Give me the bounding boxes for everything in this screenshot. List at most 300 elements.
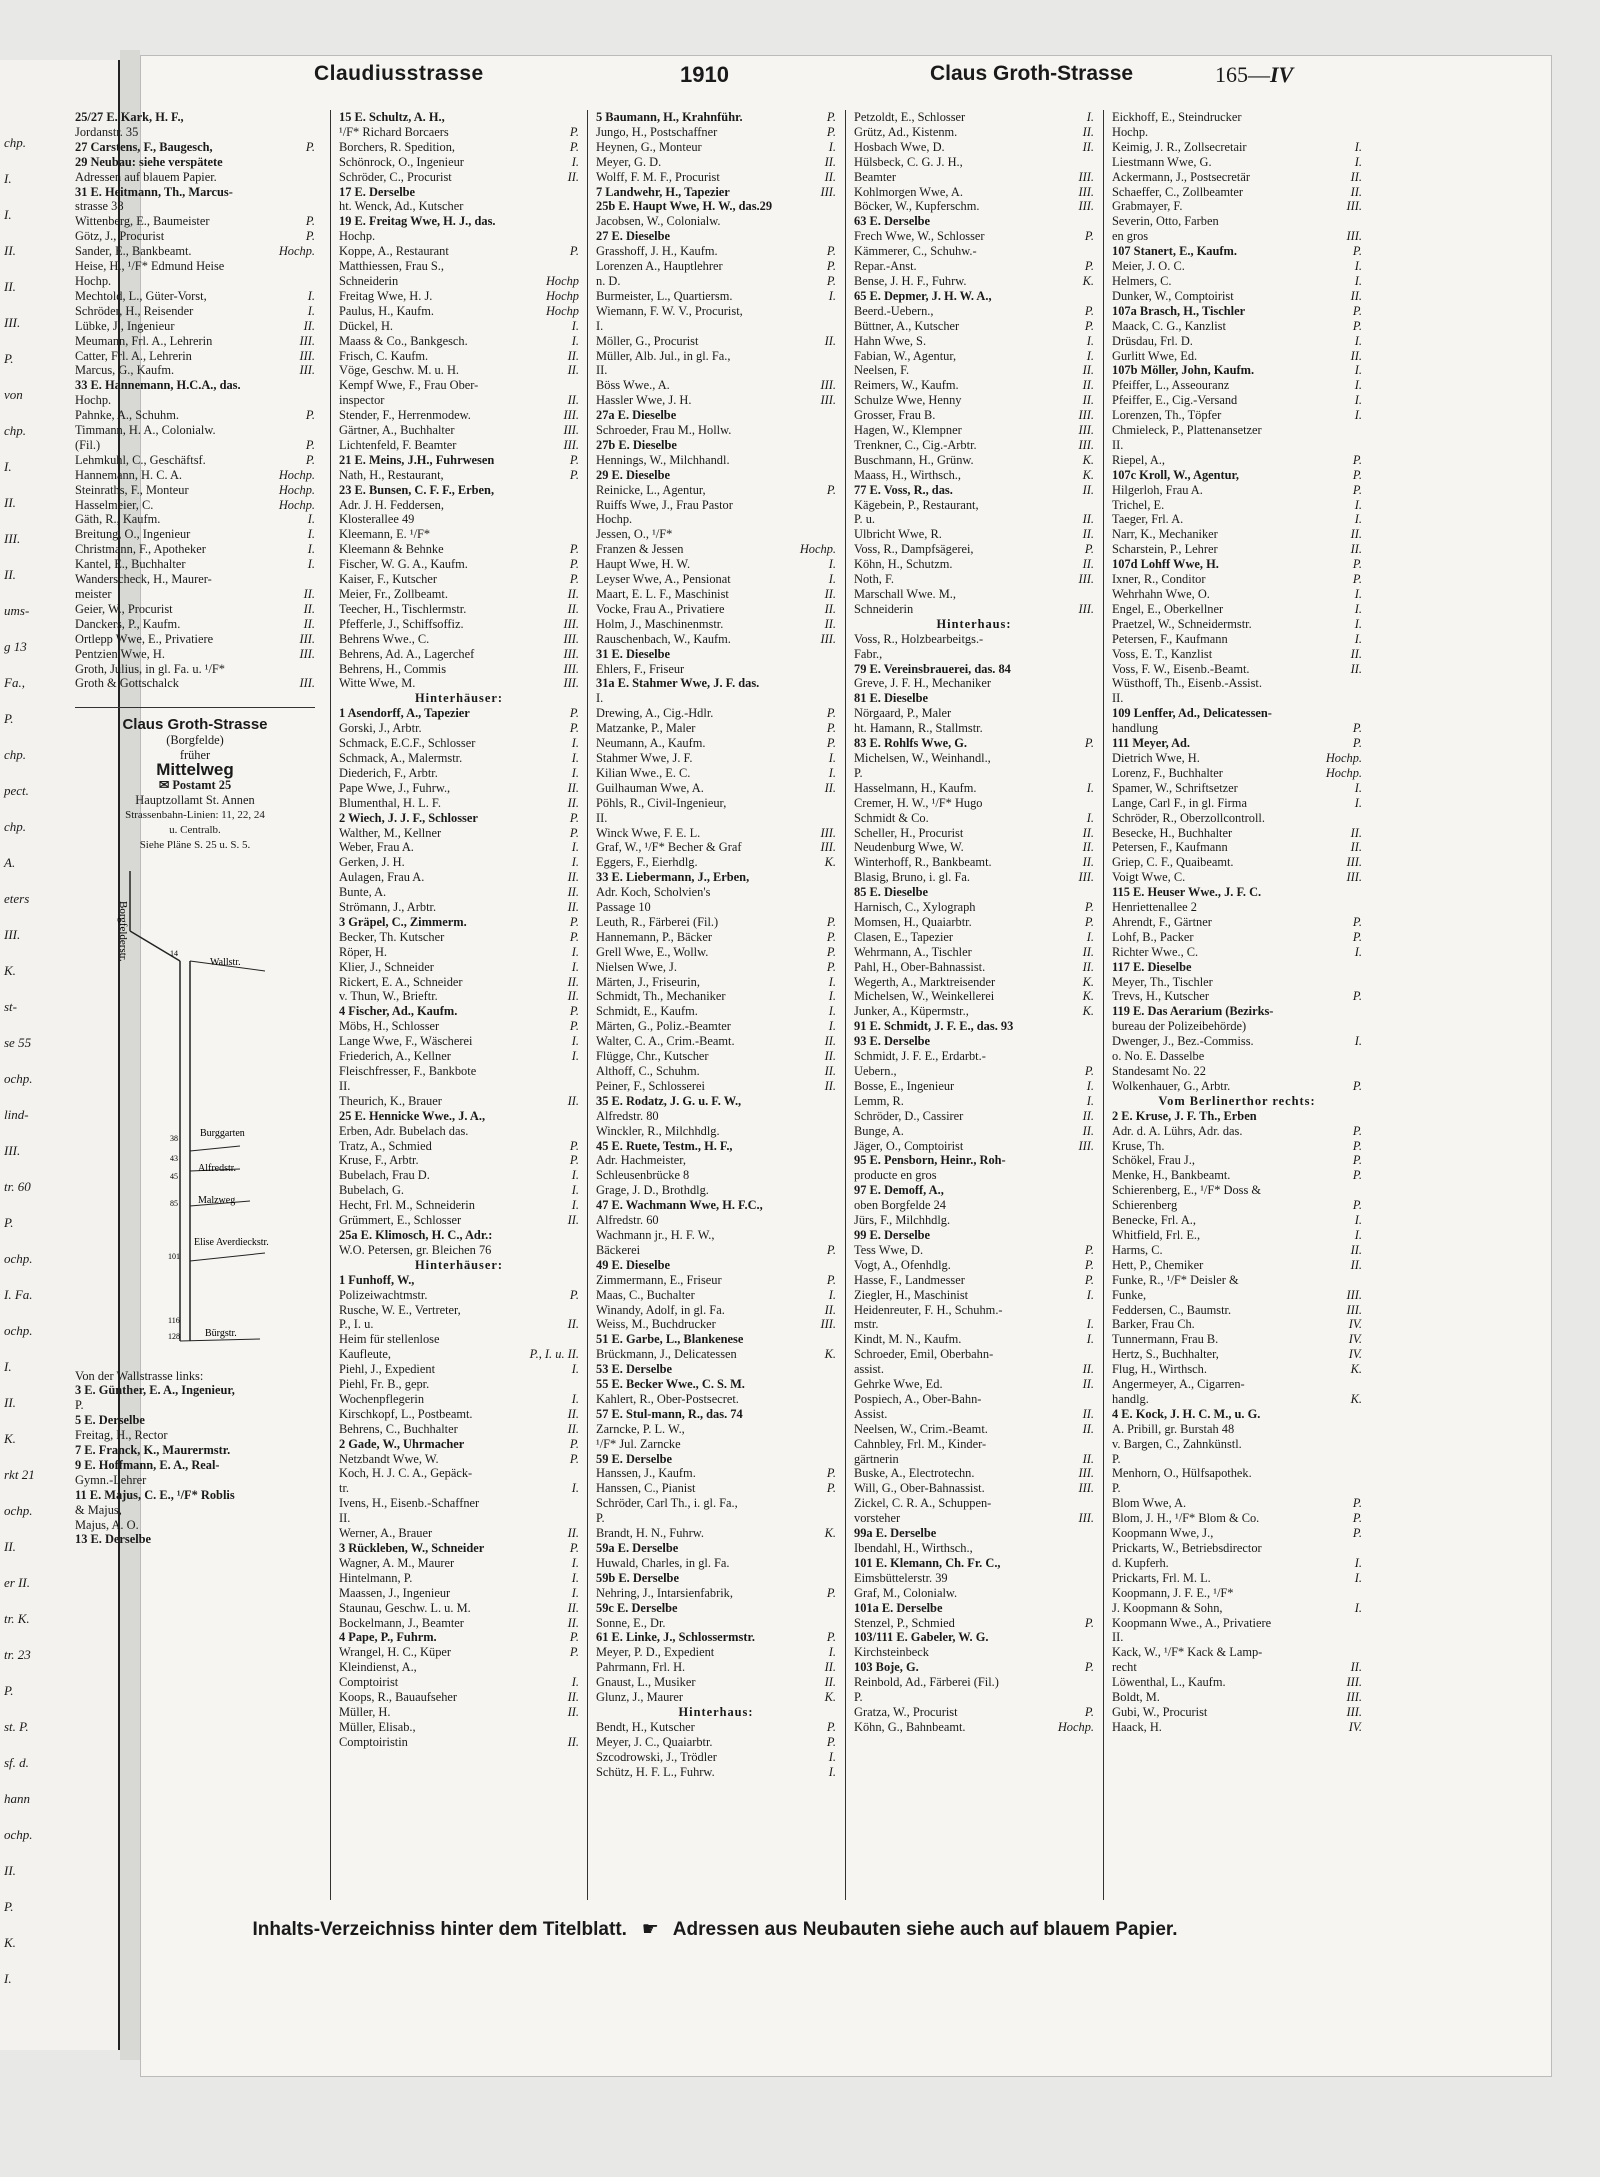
previous-page-text-fragment: ochp. <box>4 1323 33 1338</box>
street-map-box <box>75 707 315 1360</box>
directory-entry: III. Will, G., Ober-Bahnassist. <box>854 1481 1094 1496</box>
directory-entry: II. Scheller, H., Procurist <box>854 825 1094 840</box>
previous-page-text-fragment: I. <box>4 207 12 222</box>
directory-entry: P. Hilgerloh, Frau A. <box>1112 482 1362 497</box>
directory-entry: II. Peiner, F., Schlosserei <box>596 1078 836 1093</box>
directory-entry: II. Kirschkopf, L., Postbeamt. <box>339 1406 579 1421</box>
directory-entry: 59b E. Derselbe <box>596 1570 679 1585</box>
directory-entry: Matthiessen, Frau S., <box>339 259 444 274</box>
directory-entry: P. (Fil.) <box>75 437 315 452</box>
directory-entry: III. Grabmayer, F. <box>1112 199 1362 214</box>
directory-entry: K. Junker, A., Küpermstr., <box>854 1004 1094 1019</box>
directory-entry: II. Schulze Wwe, Henny <box>854 393 1094 408</box>
directory-entry: II. Grütz, Ad., Kistenm. <box>854 124 1094 139</box>
directory-entry: 31a E. Stahmer Wwe, J. F. das. <box>596 676 760 691</box>
directory-entry: P. <box>854 1690 863 1705</box>
directory-entry: P. Blom, J. H., ¹/F* Blom & Co. <box>1112 1511 1362 1526</box>
map-house-number: 14 <box>170 948 178 958</box>
directory-entry: I. Praetzel, W., Schneidermstr. <box>1112 616 1362 631</box>
previous-page-text-fragment: chp. <box>4 423 27 438</box>
directory-entry: 3 E. Günther, E. A., Ingenieur, <box>75 1383 235 1398</box>
year-title: 1910 <box>680 62 729 87</box>
directory-entry: P. Hanssen, J., Kaufm. <box>596 1466 836 1481</box>
column-5 <box>1103 110 1362 1900</box>
previous-page-text-fragment: II. <box>4 279 16 294</box>
directory-entry: III. Gubi, W., Procurist <box>1112 1704 1362 1719</box>
map-street-label: Borgfelderstr. <box>117 900 129 962</box>
directory-entry: I. mstr. <box>854 1317 1094 1332</box>
directory-entry: K. handlg. <box>1112 1391 1362 1406</box>
previous-page-text-fragment: II. <box>4 1539 16 1554</box>
directory-columns <box>75 110 1375 1910</box>
directory-entry: P. Blom Wwe, A. <box>1112 1496 1362 1511</box>
previous-page-text-fragment: Fa., <box>4 675 25 690</box>
directory-entry: III. Rauschenbach, W., Kaufm. <box>596 631 836 646</box>
directory-entry: P. Pahnke, A., Schuhm. <box>75 408 315 423</box>
directory-entry: 27 E. Dieselbe <box>596 229 670 244</box>
directory-entry: III. Hassler Wwe, J. H. <box>596 393 836 408</box>
directory-entry: P. Voss, R., Dampfsägerei, <box>854 542 1094 557</box>
directory-entry: I. Lemm, R. <box>854 1093 1094 1108</box>
directory-entry: II. <box>339 1511 351 1526</box>
directory-entry: P. handlung <box>1112 721 1362 736</box>
directory-entry: P. Tess Wwe, D. <box>854 1242 1094 1257</box>
previous-page-text-fragment: I. <box>4 1359 12 1374</box>
previous-page-text-fragment: eters <box>4 891 30 906</box>
directory-entry: 57 E. Stul-mann, R., das. 74 <box>596 1406 743 1421</box>
directory-entry: Jacobsen, W., Colonialw. <box>596 214 721 229</box>
directory-entry: Winckler, R., Milchhdlg. <box>596 1123 720 1138</box>
directory-entry: P. Meyer, J. C., Quaiarbtr. <box>596 1734 836 1749</box>
directory-entry: 29 E. Dieselbe <box>596 467 670 482</box>
directory-entry: II. Vocke, Frau A., Privatiere <box>596 601 836 616</box>
directory-entry: P. Reinicke, L., Agentur, <box>596 482 836 497</box>
directory-entry: P. Kruse, F., Arbtr. <box>339 1153 579 1168</box>
directory-entry: II. Assist. <box>854 1406 1094 1421</box>
directory-entry: I. Wehrhahn Wwe, O. <box>1112 587 1362 601</box>
directory-entry: Heidenreuter, F. H., Schuhm.- <box>854 1302 1003 1317</box>
directory-entry: Hochp. Franzen & Jessen <box>596 542 836 557</box>
previous-page-text-fragment: III. <box>4 1143 21 1158</box>
directory-entry: bureau der Polizeibehörde) <box>1112 1019 1247 1034</box>
directory-entry: 59a E. Derselbe <box>596 1541 679 1555</box>
directory-entry: I. Gäth, R., Kaufm. <box>75 512 315 527</box>
directory-entry: III. Funke, <box>1112 1287 1362 1302</box>
directory-entry: II. 77 E. Voss, R., das. <box>854 482 1094 497</box>
directory-entry: II. Theurich, K., Brauer <box>339 1093 579 1108</box>
directory-entry: Severin, Otto, Farben <box>1112 214 1219 229</box>
map-house-number: 101 <box>168 1251 180 1261</box>
previous-page-text-fragment: II. <box>4 567 16 582</box>
directory-entry: 33 E. Hannemann, H.C.A., das. <box>75 378 241 393</box>
directory-entry: P. Walther, M., Kellner <box>339 825 579 840</box>
directory-entry: II. <box>339 1078 351 1093</box>
map-former-name: Mittelweg <box>156 760 234 780</box>
map-street-title: Claus Groth-Strasse <box>122 716 268 734</box>
previous-page-text-fragment: rkt 21 <box>4 1467 35 1482</box>
directory-entry: Hochp. Dietrich Wwe, H. <box>1112 750 1362 765</box>
directory-entry: P. Bendt, H., Kutscher <box>596 1719 836 1734</box>
directory-entry: II. Besecke, H., Buchhalter <box>1112 825 1362 840</box>
directory-entry: II. Schröder, D., Cassirer <box>854 1108 1094 1123</box>
previous-page-text-fragment: I. Fa. <box>4 1287 33 1302</box>
directory-entry: 59c E. Derselbe <box>596 1600 678 1615</box>
directory-entry: P. Wittenberg, E., Baumeister <box>75 214 315 229</box>
directory-entry: 81 E. Dieselbe <box>854 691 928 706</box>
directory-entry: 31 E. Heitmann, Th., Marcus- <box>75 184 233 199</box>
directory-entry: I. Burmeister, L., Quartiersm. <box>596 288 836 303</box>
directory-entry: 47 E. Wachmann Wwe, H. F.C., <box>596 1198 763 1213</box>
directory-entry: Pospiech, A., Ober-Bahn- <box>854 1391 982 1406</box>
previous-page-text-fragment: P. <box>4 1899 14 1914</box>
directory-entry: Hinterhaus: <box>678 1704 754 1719</box>
directory-entry: I. Hecht, Frl. M., Schneiderin <box>339 1198 579 1213</box>
directory-entry: I. Engel, E., Oberkellner <box>1112 601 1362 616</box>
previous-page-text-fragment: I. <box>4 459 12 474</box>
directory-entry: III. Noth, F. <box>854 572 1094 587</box>
directory-entry: I. Comptoirist <box>339 1675 579 1690</box>
directory-entry: Pöhls, R., Civil-Ingenieur, <box>596 795 727 810</box>
directory-entry: I. Schönrock, O., Ingenieur <box>339 154 579 169</box>
directory-entry: I. Friederich, A., Kellner <box>339 1049 579 1064</box>
directory-entry: strasse 38 <box>75 199 124 214</box>
directory-entry: Hochp. <box>596 512 633 527</box>
directory-entry: II. Scharstein, P., Lehrer <box>1112 542 1362 557</box>
previous-page-text-fragment: II. <box>4 495 16 510</box>
directory-entry: P. Uebern., <box>854 1064 1094 1078</box>
directory-entry: I. Meyer, P. D., Expedient <box>596 1645 836 1660</box>
directory-entry: Schröder, R., Oberzollcontroll. <box>1112 810 1265 825</box>
directory-entry: I. Kindt, M. N., Kaufm. <box>854 1332 1094 1347</box>
directory-entry: I. Maassen, J., Ingenieur <box>339 1585 579 1600</box>
directory-entry: P. Ixner, R., Conditor <box>1112 572 1362 587</box>
directory-entry: 15 E. Schultz, A. H., <box>339 110 445 124</box>
previous-page-text-fragment: pect. <box>4 783 29 798</box>
directory-entry: P. Bäckerei <box>596 1242 836 1257</box>
directory-entry: I. Mechtold, L., Güter-Vorst, <box>75 288 315 303</box>
previous-page-text-fragment: tr. 60 <box>4 1179 31 1194</box>
directory-entry: I. Leyser Wwe, A., Pensionat <box>596 572 836 587</box>
directory-entry: I. Ziegler, H., Maschinist <box>854 1287 1094 1302</box>
directory-entry: Hochp. Köhn, G., Bahnbeamt. <box>854 1719 1094 1734</box>
directory-entry: I. Spamer, W., Schriftsetzer <box>1112 780 1362 795</box>
directory-entry: Cahnbley, Frl. M., Kinder- <box>854 1436 987 1451</box>
directory-entry: P. Koopmann Wwe, J., <box>1112 1526 1362 1541</box>
directory-entry: P. Möbs, H., Schlosser <box>339 1019 579 1034</box>
directory-entry: III. Trenkner, C., Cig.-Arbtr. <box>854 437 1094 452</box>
directory-entry: II. Möller, G., Procurist <box>596 333 836 348</box>
directory-entry: P. Maack, C. G., Kanzlist <box>1112 318 1362 333</box>
directory-entry: 59 E. Derselbe <box>596 1451 673 1466</box>
directory-entry: I. Dwenger, J., Bez.-Commiss. <box>1112 1034 1362 1049</box>
directory-entry: 25/27 E. Kark, H. F., <box>75 110 184 124</box>
directory-entry: K. Maass, H., Wirthsch., <box>854 467 1094 482</box>
column-4 <box>845 110 1094 1900</box>
directory-entry: K. Buschmann, H., Grünw. <box>854 452 1094 467</box>
previous-page-text-fragment: chp. <box>4 819 27 834</box>
directory-entry: P. 2 Wiech, J. J. F., Schlosser <box>339 810 579 825</box>
directory-entry: P. Grasshoff, J. H., Kaufm. <box>596 244 836 259</box>
map-house-number: 116 <box>168 1315 180 1325</box>
previous-page-text-fragment: III. <box>4 315 21 330</box>
directory-entry: P. Momsen, H., Quaiarbtr. <box>854 914 1094 929</box>
directory-entry: Koopmann, J. F. E., ¹/F* <box>1112 1585 1234 1600</box>
directory-entry: I. Diederich, F., Arbtr. <box>339 765 579 780</box>
directory-entry: Kack, W., ¹/F* Kack & Lamp- <box>1112 1645 1263 1660</box>
directory-entry: 55 E. Becker Wwe., C. S. M. <box>596 1377 745 1392</box>
directory-entry: I. Schmidt & Co. <box>854 810 1094 825</box>
directory-entry: Alfredstr. 80 <box>596 1108 659 1123</box>
map-zollamt: Hauptzollamt St. Annen <box>135 792 255 807</box>
directory-entry: I. Clasen, E., Tapezier <box>854 929 1094 944</box>
directory-entry: Hochp Paulus, H., Kaufm. <box>339 303 579 318</box>
directory-entry: I. Bubelach, Frau D. <box>339 1168 579 1183</box>
directory-entry: II. recht <box>1112 1660 1362 1675</box>
directory-entry: Meyer, Th., Tischler <box>1112 974 1213 989</box>
directory-entry: I. Schmack, E.C.F., Schlosser <box>339 736 579 751</box>
directory-entry: II. Frisch, C. Kaufm. <box>339 348 579 363</box>
street-map-diagram <box>90 861 300 1361</box>
directory-entry: I. Piehl, J., Expedient <box>339 1362 579 1377</box>
directory-entry: Angermeyer, A., Cigarren- <box>1112 1377 1245 1392</box>
map-house-number: 43 <box>170 1153 178 1163</box>
directory-entry: P. Gorski, J., Arbtr. <box>339 721 579 736</box>
directory-entry: I. Heynen, G., Monteur <box>596 139 836 154</box>
previous-page-text-fragment: chp. <box>4 135 27 150</box>
directory-entry: Henriettenallee 2 <box>1112 900 1197 915</box>
directory-entry: Hochp. <box>75 273 112 288</box>
directory-entry: Ehlers, F., Friseur <box>596 661 685 676</box>
directory-entry: o. No. E. Dasselbe <box>1112 1049 1205 1064</box>
directory-entry: III. Meumann, Frl. A., Lehrerin <box>75 333 315 348</box>
directory-entry: III. Hagen, W., Klempner <box>854 423 1094 438</box>
directory-entry: I. Lange Wwe, F., Wäscherei <box>339 1034 579 1049</box>
column-5-entries <box>1112 110 1362 1735</box>
directory-entry: 25b E. Haupt Wwe, H. W., das.29 <box>596 199 773 214</box>
directory-entry: Cremer, H. W., ¹/F* Hugo <box>854 795 983 810</box>
directory-entry: III. Witte Wwe, M. <box>339 676 579 691</box>
directory-entry: III. Pfefferle, J., Schiffsoffiz. <box>339 616 579 631</box>
directory-entry: IV. Hertz, S., Buchhalter, <box>1112 1347 1362 1362</box>
directory-entry: P. Kaiser, F., Kutscher <box>339 572 579 587</box>
directory-entry: 13 E. Derselbe <box>75 1532 152 1547</box>
directory-entry: Klosterallee 49 <box>339 512 415 527</box>
directory-entry: P. Nath, H., Restaurant, <box>339 467 579 482</box>
directory-entry: P. Harnisch, C., Xylograph <box>854 900 1094 915</box>
directory-entry: P. 107d Lohff Wwe, H. <box>1112 557 1362 572</box>
column-3-entries <box>596 110 836 1780</box>
directory-entry: P. Netzbandt Wwe, W. <box>339 1451 579 1466</box>
directory-entry: Marschall Wwe. M., <box>854 587 956 601</box>
column-2-entries <box>339 110 579 1750</box>
directory-entry: P. Ahrendt, F., Gärtner <box>1112 914 1362 929</box>
directory-entry: Kempf Wwe, F., Frau Ober- <box>339 378 479 393</box>
directory-entry: I. Bubelach, G. <box>339 1183 579 1198</box>
directory-entry: II. Reimers, W., Kaufm. <box>854 378 1094 393</box>
directory-entry: III. Gärtner, A., Buchhalter <box>339 423 579 438</box>
previous-page-text-fragment: lind- <box>4 1107 29 1122</box>
page-number: 165—IV <box>1215 62 1294 87</box>
directory-entry: 35 E. Rodatz, J. G. u. F. W., <box>596 1093 742 1108</box>
directory-entry: III. Griep, C. F., Quaibeamt. <box>1112 855 1362 870</box>
directory-entry: I. Dückel, H. <box>339 318 579 333</box>
directory-entry: Hochp. <box>339 229 376 244</box>
directory-entry: III. Graf, W., ¹/F* Becher & Graf <box>596 840 836 855</box>
directory-entry: Sonne, E., Dr. <box>596 1615 666 1630</box>
directory-entry: P. Menke, H., Bankbeamt. <box>1112 1168 1362 1183</box>
directory-entry: Hennings, W., Milchhandl. <box>596 452 730 467</box>
directory-entry: I. Petzoldt, E., Schlosser <box>854 110 1094 124</box>
directory-entry: II. gärtnerin <box>854 1451 1094 1466</box>
map-street-subtitle: (Borgfelde) <box>166 733 224 748</box>
directory-entry: III. Feddersen, C., Baumstr. <box>1112 1302 1362 1317</box>
directory-entry: Eimsbüttelerstr. 39 <box>854 1570 948 1585</box>
directory-entry: P. <box>1112 1481 1121 1496</box>
directory-entry: 17 E. Derselbe <box>339 184 416 199</box>
directory-entry: III. Pentzien Wwe, H. <box>75 646 315 661</box>
directory-entry: II. Neelsen, F. <box>854 363 1094 378</box>
directory-entry: II. Bunte, A. <box>339 885 579 900</box>
directory-entry: P. Büttner, A., Kutscher <box>854 318 1094 333</box>
directory-entry: II. Narr, K., Mechaniker <box>1112 527 1362 542</box>
directory-entry: Heise, H., ¹/F* Edmund Heise <box>75 259 225 274</box>
directory-entry: IV. Barker, Frau Ch. <box>1112 1317 1362 1332</box>
directory-entry: II. Gurlitt Wwe, Ed. <box>1112 348 1362 363</box>
directory-entry: Alfredstr. 60 <box>596 1213 659 1228</box>
directory-entry: II. P. u. <box>854 512 1094 527</box>
directory-entry: III. Stender, F., Herrenmodew. <box>339 408 579 423</box>
directory-entry: Adr. Koch, Scholvien's <box>596 885 711 900</box>
directory-entry: II. Guilhauman Wwe, A. <box>596 780 836 795</box>
directory-entry: 91 E. Schmidt, J. F. E., das. 93 <box>854 1019 1014 1034</box>
directory-entry: Standesamt No. 22 <box>1112 1064 1206 1078</box>
directory-entry: II. Wolff, F. M. F., Procurist <box>596 169 836 184</box>
footer-left-note: Inhalts-Verzeichniss hinter dem Titelblatt. <box>252 1919 627 1940</box>
directory-entry: K. Wegerth, A., Marktreisender <box>854 974 1094 989</box>
directory-entry: I. Whitfield, Frl. E., <box>1112 1227 1362 1242</box>
directory-entry: ht. Hamann, R., Stallmstr. <box>854 721 983 736</box>
directory-entry: P. 111 Meyer, Ad. <box>1112 736 1362 751</box>
column-1-bottom-entries <box>75 1369 315 1548</box>
previous-page-text-fragment: tr. K. <box>4 1611 30 1626</box>
directory-entry: II. <box>1112 691 1124 706</box>
directory-entry: II. Grümmert, E., Schlosser <box>339 1213 579 1228</box>
directory-entry: Müller, Elisab., <box>339 1719 416 1734</box>
directory-entry: 33 E. Liebermann, J., Erben, <box>596 870 750 885</box>
directory-entry: Fabr., <box>854 646 883 661</box>
page-header <box>70 62 1370 96</box>
directory-entry: Fleischfresser, F., Bankbote <box>339 1064 477 1078</box>
directory-entry: II. Schaeffer, C., Zollbeamter <box>1112 184 1362 199</box>
previous-page-text-fragment: A. <box>4 855 16 870</box>
directory-entry: Greve, J. F. H., Mechaniker <box>854 676 991 691</box>
directory-entry: II. Winterhoff, R., Bankbeamt. <box>854 855 1094 870</box>
directory-entry: I. Märten, G., Poliz.-Beamter <box>596 1019 836 1034</box>
directory-entry: III. Beamter <box>854 169 1094 184</box>
directory-entry: 119 E. Das Aerarium (Bezirks- <box>1112 1004 1274 1019</box>
directory-entry: P. 103 Boje, G. <box>854 1660 1094 1675</box>
directory-entry: II. Aulagen, Frau A. <box>339 870 579 885</box>
previous-page-text-fragment: I. <box>4 171 12 186</box>
directory-entry: I. Fabian, W., Agentur, <box>854 348 1094 363</box>
directory-entry: III. en gros <box>1112 229 1362 244</box>
directory-entry: P. 1 Asendorff, A., Tapezier <box>339 706 579 721</box>
directory-entry: III. Groth & Gottschalck <box>75 676 315 691</box>
directory-entry: I. d. Kupferh. <box>1112 1555 1362 1570</box>
directory-entry: P., I. u. II. Kaufleute, <box>339 1347 579 1362</box>
directory-entry: 99 E. Derselbe <box>854 1227 931 1242</box>
directory-entry: P. 5 Baumann, H., Krahnführ. <box>596 110 836 124</box>
directory-entry: Hochp. Hannemann, H. C. A. <box>75 467 315 482</box>
directory-entry: 103/111 E. Gabeler, W. G. <box>854 1630 989 1645</box>
directory-entry: Ruiffs Wwe, J., Frau Pastor <box>596 497 733 512</box>
directory-entry: Jessen, O., ¹/F* <box>596 527 673 542</box>
directory-entry: 27b E. Dieselbe <box>596 437 677 452</box>
directory-entry: II. Maart, E. L. F., Maschinist <box>596 587 836 601</box>
directory-entry: II. Voss, F. W., Eisenb.-Beamt. <box>1112 661 1362 676</box>
directory-entry: P. Wrangel, H. C., Küper <box>339 1645 579 1660</box>
directory-entry: I. Christmann, F., Apotheker <box>75 542 315 557</box>
directory-entry: II. Hosbach Wwe, D. <box>854 139 1094 154</box>
directory-entry: Hochp Freitag Wwe, H. J. <box>339 288 579 303</box>
directory-entry: P. 61 E. Linke, J., Schlossermstr. <box>596 1630 836 1645</box>
directory-entry: Eickhoff, E., Steindrucker <box>1112 110 1242 124</box>
directory-entry: 1 Funhoff, W., <box>339 1272 415 1287</box>
directory-entry: II. Meier, Fr., Zollbeamt. <box>339 587 579 601</box>
directory-entry: P. Matzanke, P., Maler <box>596 721 836 736</box>
directory-entry: Schleusenbrücke 8 <box>596 1168 690 1183</box>
directory-entry: P. 2 Gade, W., Uhrmacher <box>339 1436 579 1451</box>
directory-entry: 9 E. Hoffmann, E. A., Real- <box>75 1457 220 1472</box>
directory-entry: P. Riepel, A., <box>1112 452 1362 467</box>
directory-entry: P. n. D. <box>596 273 836 288</box>
directory-entry: 25a E. Klimosch, H. C., Adr.: <box>339 1227 493 1242</box>
directory-entry: II. Strömann, J., Arbtr. <box>339 900 579 915</box>
directory-entry: & Majus, <box>75 1502 122 1517</box>
left-street-title: Claudiusstrasse <box>314 62 484 85</box>
directory-entry: v. Bargen, C., Zahnkünstl. <box>1112 1436 1242 1451</box>
directory-entry: P. Stenzel, P., Schmied <box>854 1615 1094 1630</box>
directory-entry: 115 E. Heuser Wwe., J. F. C. <box>1112 885 1262 900</box>
map-line <box>190 1146 240 1151</box>
directory-entry: III. Voigt Wwe, C. <box>1112 870 1362 885</box>
directory-entry: Graf, M., Colonialw. <box>854 1585 958 1600</box>
directory-entry: 23 E. Bunsen, C. F. F., Erben, <box>339 482 495 497</box>
directory-entry: II. Petersen, F., Kaufmann <box>1112 840 1362 855</box>
directory-entry: Hochp Schneiderin <box>339 273 579 288</box>
directory-entry: P. 4 Fischer, Ad., Kaufm. <box>339 1004 579 1019</box>
directory-entry: P. <box>596 1511 605 1526</box>
directory-entry: Schmidt, J. F. E., Erdarbt.- <box>854 1049 986 1064</box>
directory-entry: II. Meyer, G. D. <box>596 154 836 169</box>
directory-entry: II. Walter, C. A., Crim.-Beamt. <box>596 1034 836 1049</box>
directory-entry: Hochp. Steinraths, F., Monteur <box>75 482 315 497</box>
directory-entry: Koopmann Wwe., A., Privatiere <box>1112 1615 1272 1630</box>
directory-entry: II. Köhn, H., Schutzm. <box>854 557 1094 572</box>
directory-entry: III. Kohlmorgen Wwe, A. <box>854 184 1094 199</box>
directory-entry: II. Schröder, C., Procurist <box>339 169 579 184</box>
map-street-label: Malzweg <box>198 1194 236 1206</box>
directory-entry: Schroeder, Emil, Oberbahn- <box>854 1347 994 1362</box>
directory-entry: II. <box>596 810 608 825</box>
directory-entry: P. 3 Gräpel, C., Zimmerm. <box>339 914 579 929</box>
directory-entry: P. 83 E. Rohlfs Wwe, G. <box>854 736 1094 751</box>
directory-entry: II. v. Thun, W., Brieftr. <box>339 989 579 1004</box>
previous-page-text-fragment: III. <box>4 927 21 942</box>
directory-entry: P. Becker, Th. Kutscher <box>339 929 579 944</box>
directory-entry: P. Schökel, Frau J., <box>1112 1153 1362 1168</box>
directory-entry: Hinterhäuser: <box>414 691 504 706</box>
